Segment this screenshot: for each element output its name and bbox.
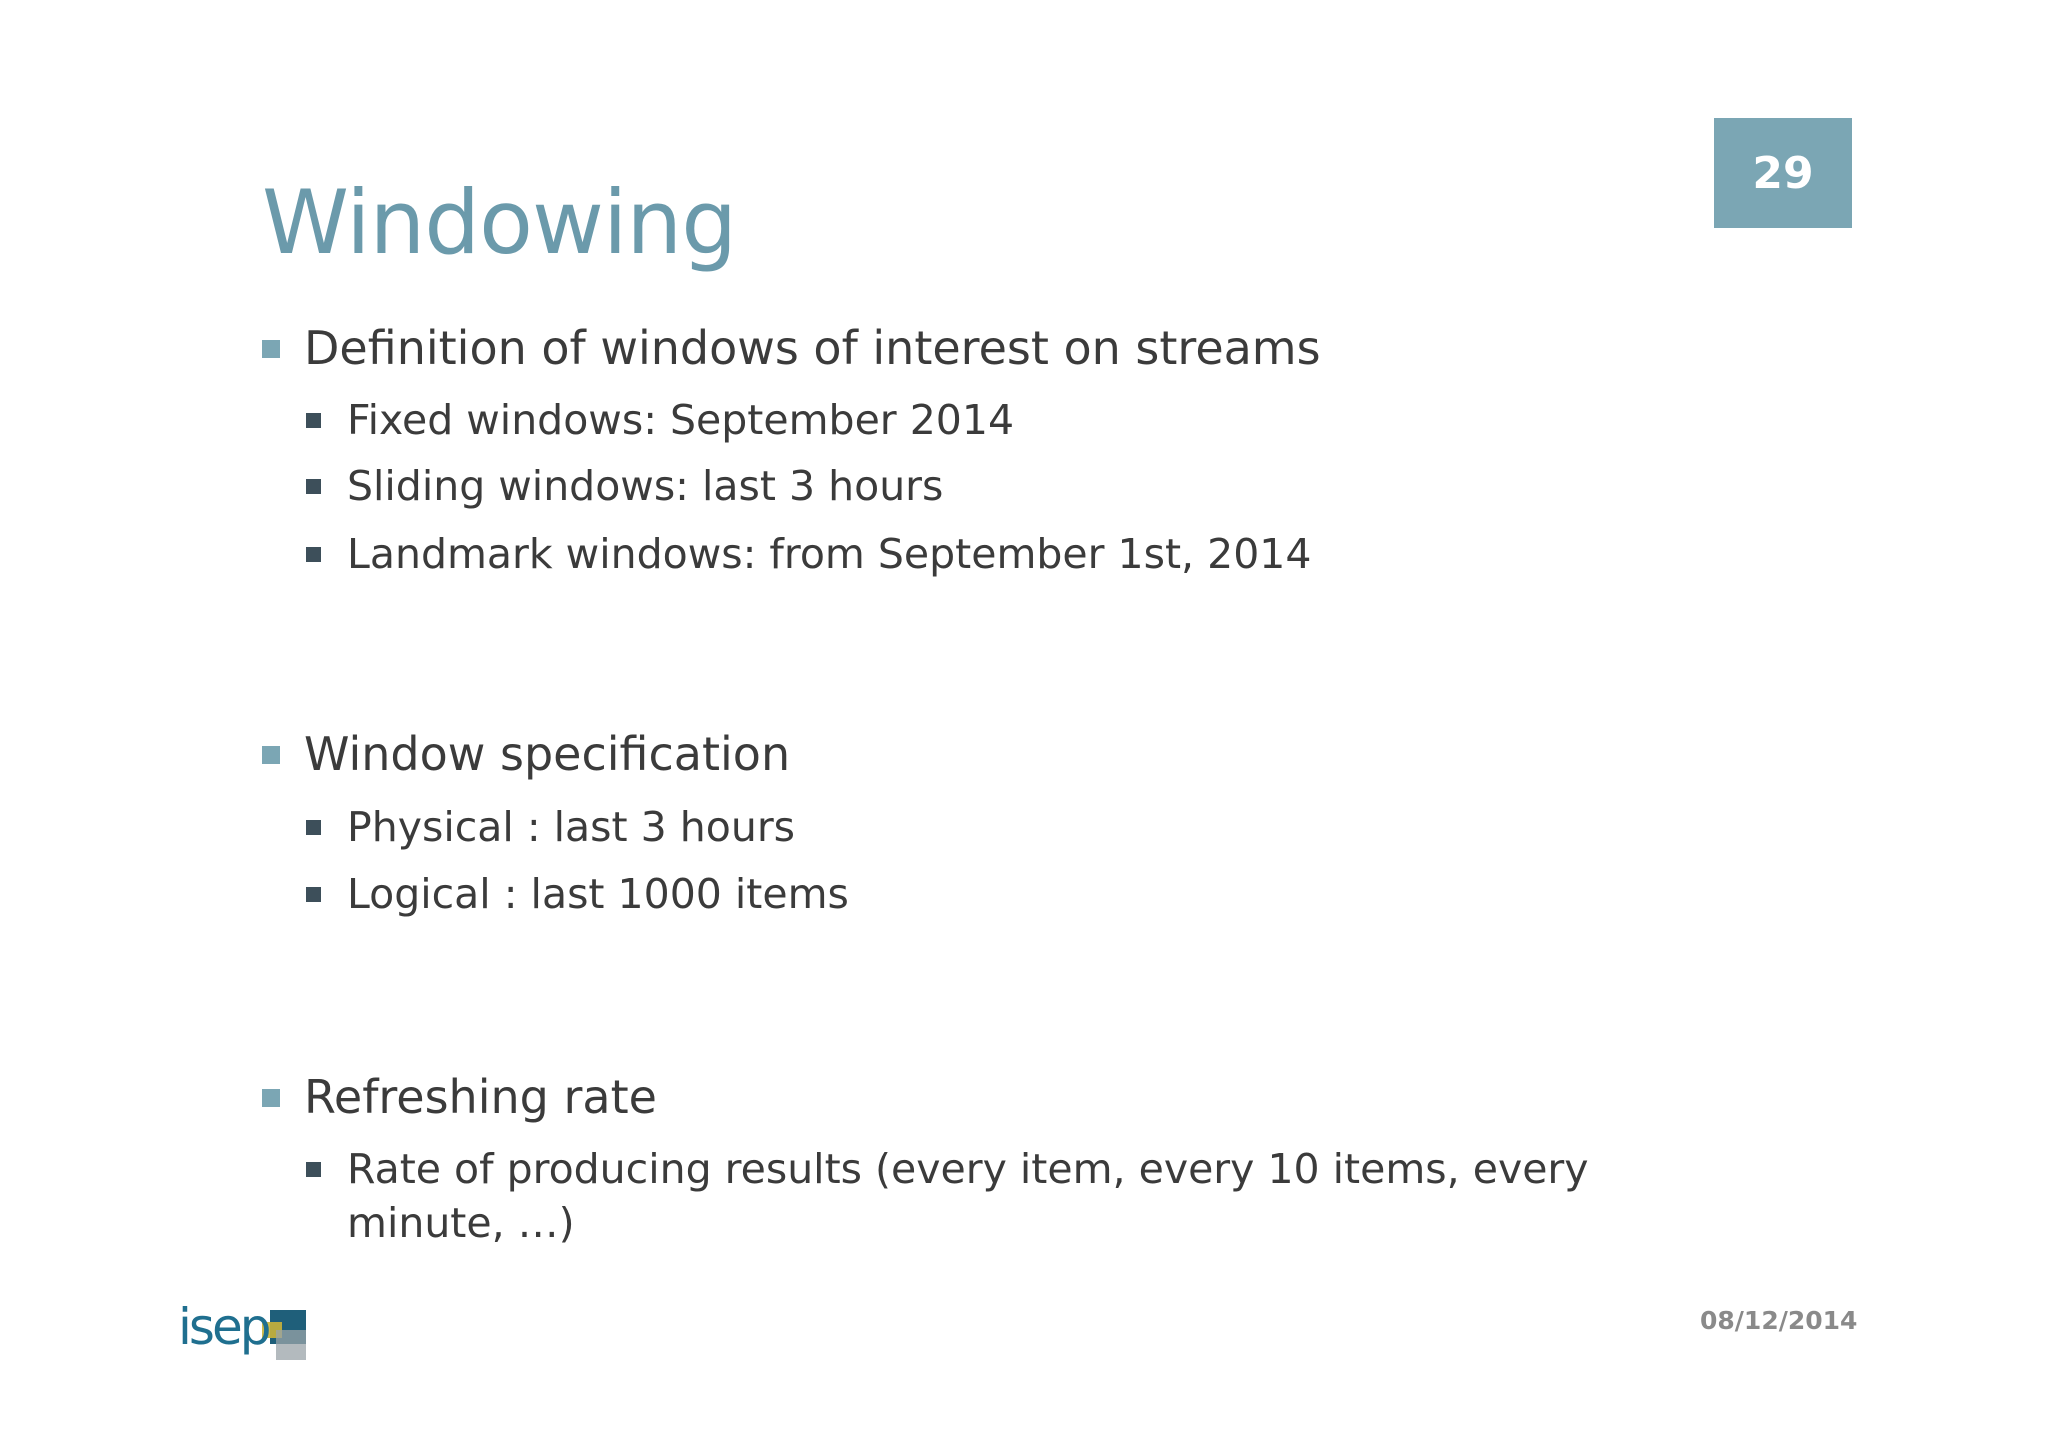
bullet-text: Refreshing rate xyxy=(304,1070,657,1124)
slide-number-badge xyxy=(1714,118,1852,228)
isep-logo xyxy=(178,1294,313,1364)
square-bullet-icon xyxy=(306,820,321,835)
square-bullet-icon xyxy=(306,1162,321,1177)
sub-bullet-landmark-windows xyxy=(306,527,1311,581)
bullet-text: Window specification xyxy=(304,727,791,781)
sub-bullet-text: Logical : last 1000 items xyxy=(347,870,849,918)
sub-bullet-text: Fixed windows: September 2014 xyxy=(347,396,1015,444)
square-bullet-icon xyxy=(306,479,321,494)
bullet-text: Definition of windows of interest on streams xyxy=(304,321,1321,375)
slide-number: 29 xyxy=(1752,147,1814,199)
sub-bullet-logical xyxy=(306,867,849,921)
square-bullet-icon xyxy=(306,547,321,562)
square-bullet-icon xyxy=(306,413,321,428)
sub-bullet-text: Sliding windows: last 3 hours xyxy=(347,462,944,510)
sub-bullet-text: Rate of producing results (every item, every 10 items, every minute, …) xyxy=(347,1145,1589,1247)
footer-date: 08/12/2014 xyxy=(1700,1306,1858,1335)
sub-bullet-rate-of-producing-results xyxy=(306,1142,1756,1250)
bullet-window-specification xyxy=(262,724,790,784)
sub-bullet-physical xyxy=(306,800,795,854)
sub-bullet-sliding-windows xyxy=(306,459,943,513)
bullet-refreshing-rate xyxy=(262,1067,657,1127)
bullet-definition-of-windows xyxy=(262,318,1321,378)
sub-bullet-text: Physical : last 3 hours xyxy=(347,803,796,851)
sub-bullet-text: Landmark windows: from September 1st, 2014 xyxy=(347,530,1312,578)
square-bullet-icon xyxy=(262,1089,280,1107)
logo-text: isep xyxy=(178,1298,269,1356)
sub-bullet-fixed-windows xyxy=(306,393,1014,447)
square-bullet-icon xyxy=(262,340,280,358)
square-bullet-icon xyxy=(262,746,280,764)
slide-title: Windowing xyxy=(262,171,737,274)
square-bullet-icon xyxy=(306,887,321,902)
